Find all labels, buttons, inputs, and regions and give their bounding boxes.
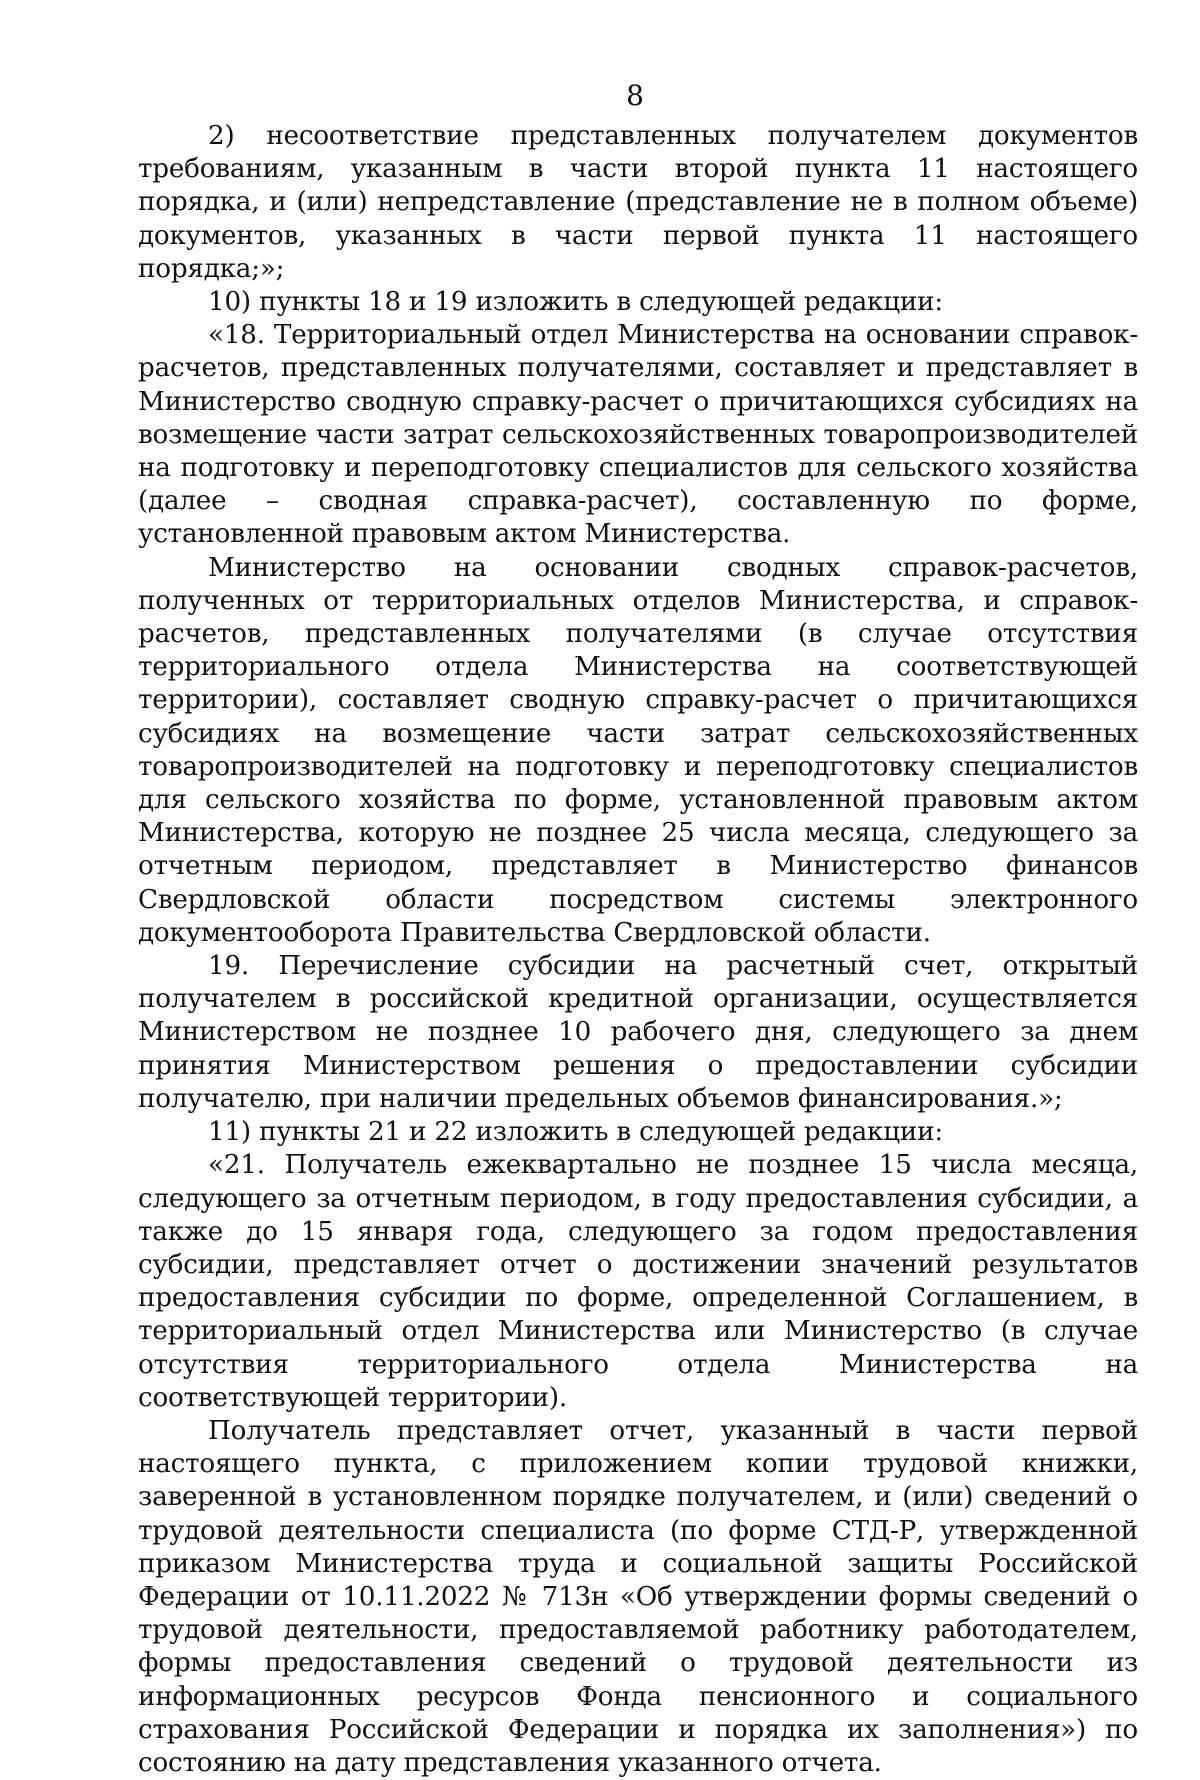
document-body — [138, 120, 1138, 1780]
page-number: 8 — [626, 79, 644, 112]
paragraph-item-2-mismatch: 2) несоответствие представленных получателем документов требованиям, указанным в части второй пункта 11 настоящего порядка, и (или) непредставление (представление не в полном объеме) документов, указанных в части первой пункта 11 настоящего порядка;»; — [138, 121, 1138, 284]
paragraph-item-10-heading: 10) пункты 18 и 19 изложить в следующей редакции: — [208, 287, 943, 318]
paragraph-point-18: «18. Территориальный отдел Министерства на основании справок-расчетов, представленных получателями, составляет и представляет в Министерство сводную справку-расчет о причитающихся субсидиях на возмещение части затрат сельскохозяйственных товаропроизводителей на подготовку и переподготовку специалистов для сельского хозяйства (далее – сводная справка-расчет), составленную по форме, установленной правовым актом Министерства. — [138, 320, 1138, 550]
paragraph-point-19: 19. Перечисление субсидии на расчетный счет, открытый получателем в российской кредитной организации, осуществляется Министерством не позднее 10 рабочего дня, следующего за днем принятия Министерством решения о предоставлении субсидии получателю, при наличии предельных объемов финансирования.»; — [138, 951, 1138, 1114]
paragraph-item-11-heading: 11) пункты 21 и 22 изложить в следующей редакции: — [208, 1117, 943, 1148]
paragraph-point-21-part-2: Получатель представляет отчет, указанный в части первой настоящего пункта, с приложением копии трудовой книжки, заверенной в установленном порядке получателем, и (или) сведений о трудовой деятельности специалиста (по форме СТД-Р, утвержденной приказом Министерства труда и социальной защиты Российской Федерации от 10.11.2022 № 713н «Об утверждении формы сведений о трудовой деятельности, предоставляемой работнику работодателем, формы предоставления сведений о трудовой деятельности из информационных ресурсов Фонда пенсионного и социального страхования Российской Федерации и порядка их заполнения») по состоянию на дату представления указанного отчета. — [138, 1415, 1138, 1778]
paragraph-point-21: «21. Получатель ежеквартально не позднее 15 числа месяца, следующего за отчетным периодом, в году предоставления субсидии, а также до 15 января года, следующего за годом предоставления субсидии, представляет отчет о достижении значений результатов предоставления субсидии по форме, определенной Соглашением, в территориальный отдел Министерства или Министерство (в случае отсутствия территориального отдела Министерства на соответствующей территории). — [138, 1150, 1138, 1413]
paragraph-point-18-part-2: Министерство на основании сводных справок-расчетов, полученных от территориальных отделов Министерства, и справок-расчетов, представленных получателями (в случае отсутствия территориального отдела Министерства на соответствующей территории), составляет сводную справку-расчет о причитающихся субсидиях на возмещение части затрат сельскохозяйственных товаропроизводителей на подготовку и переподготовку специалистов для сельского хозяйства по форме, установленной правовым актом Министерства, которую не позднее 25 числа месяца, следующего за отчетным периодом, представляет в Министерство финансов Свердловской области посредством системы электронного документооборота Правительства Свердловской области. — [138, 552, 1138, 948]
